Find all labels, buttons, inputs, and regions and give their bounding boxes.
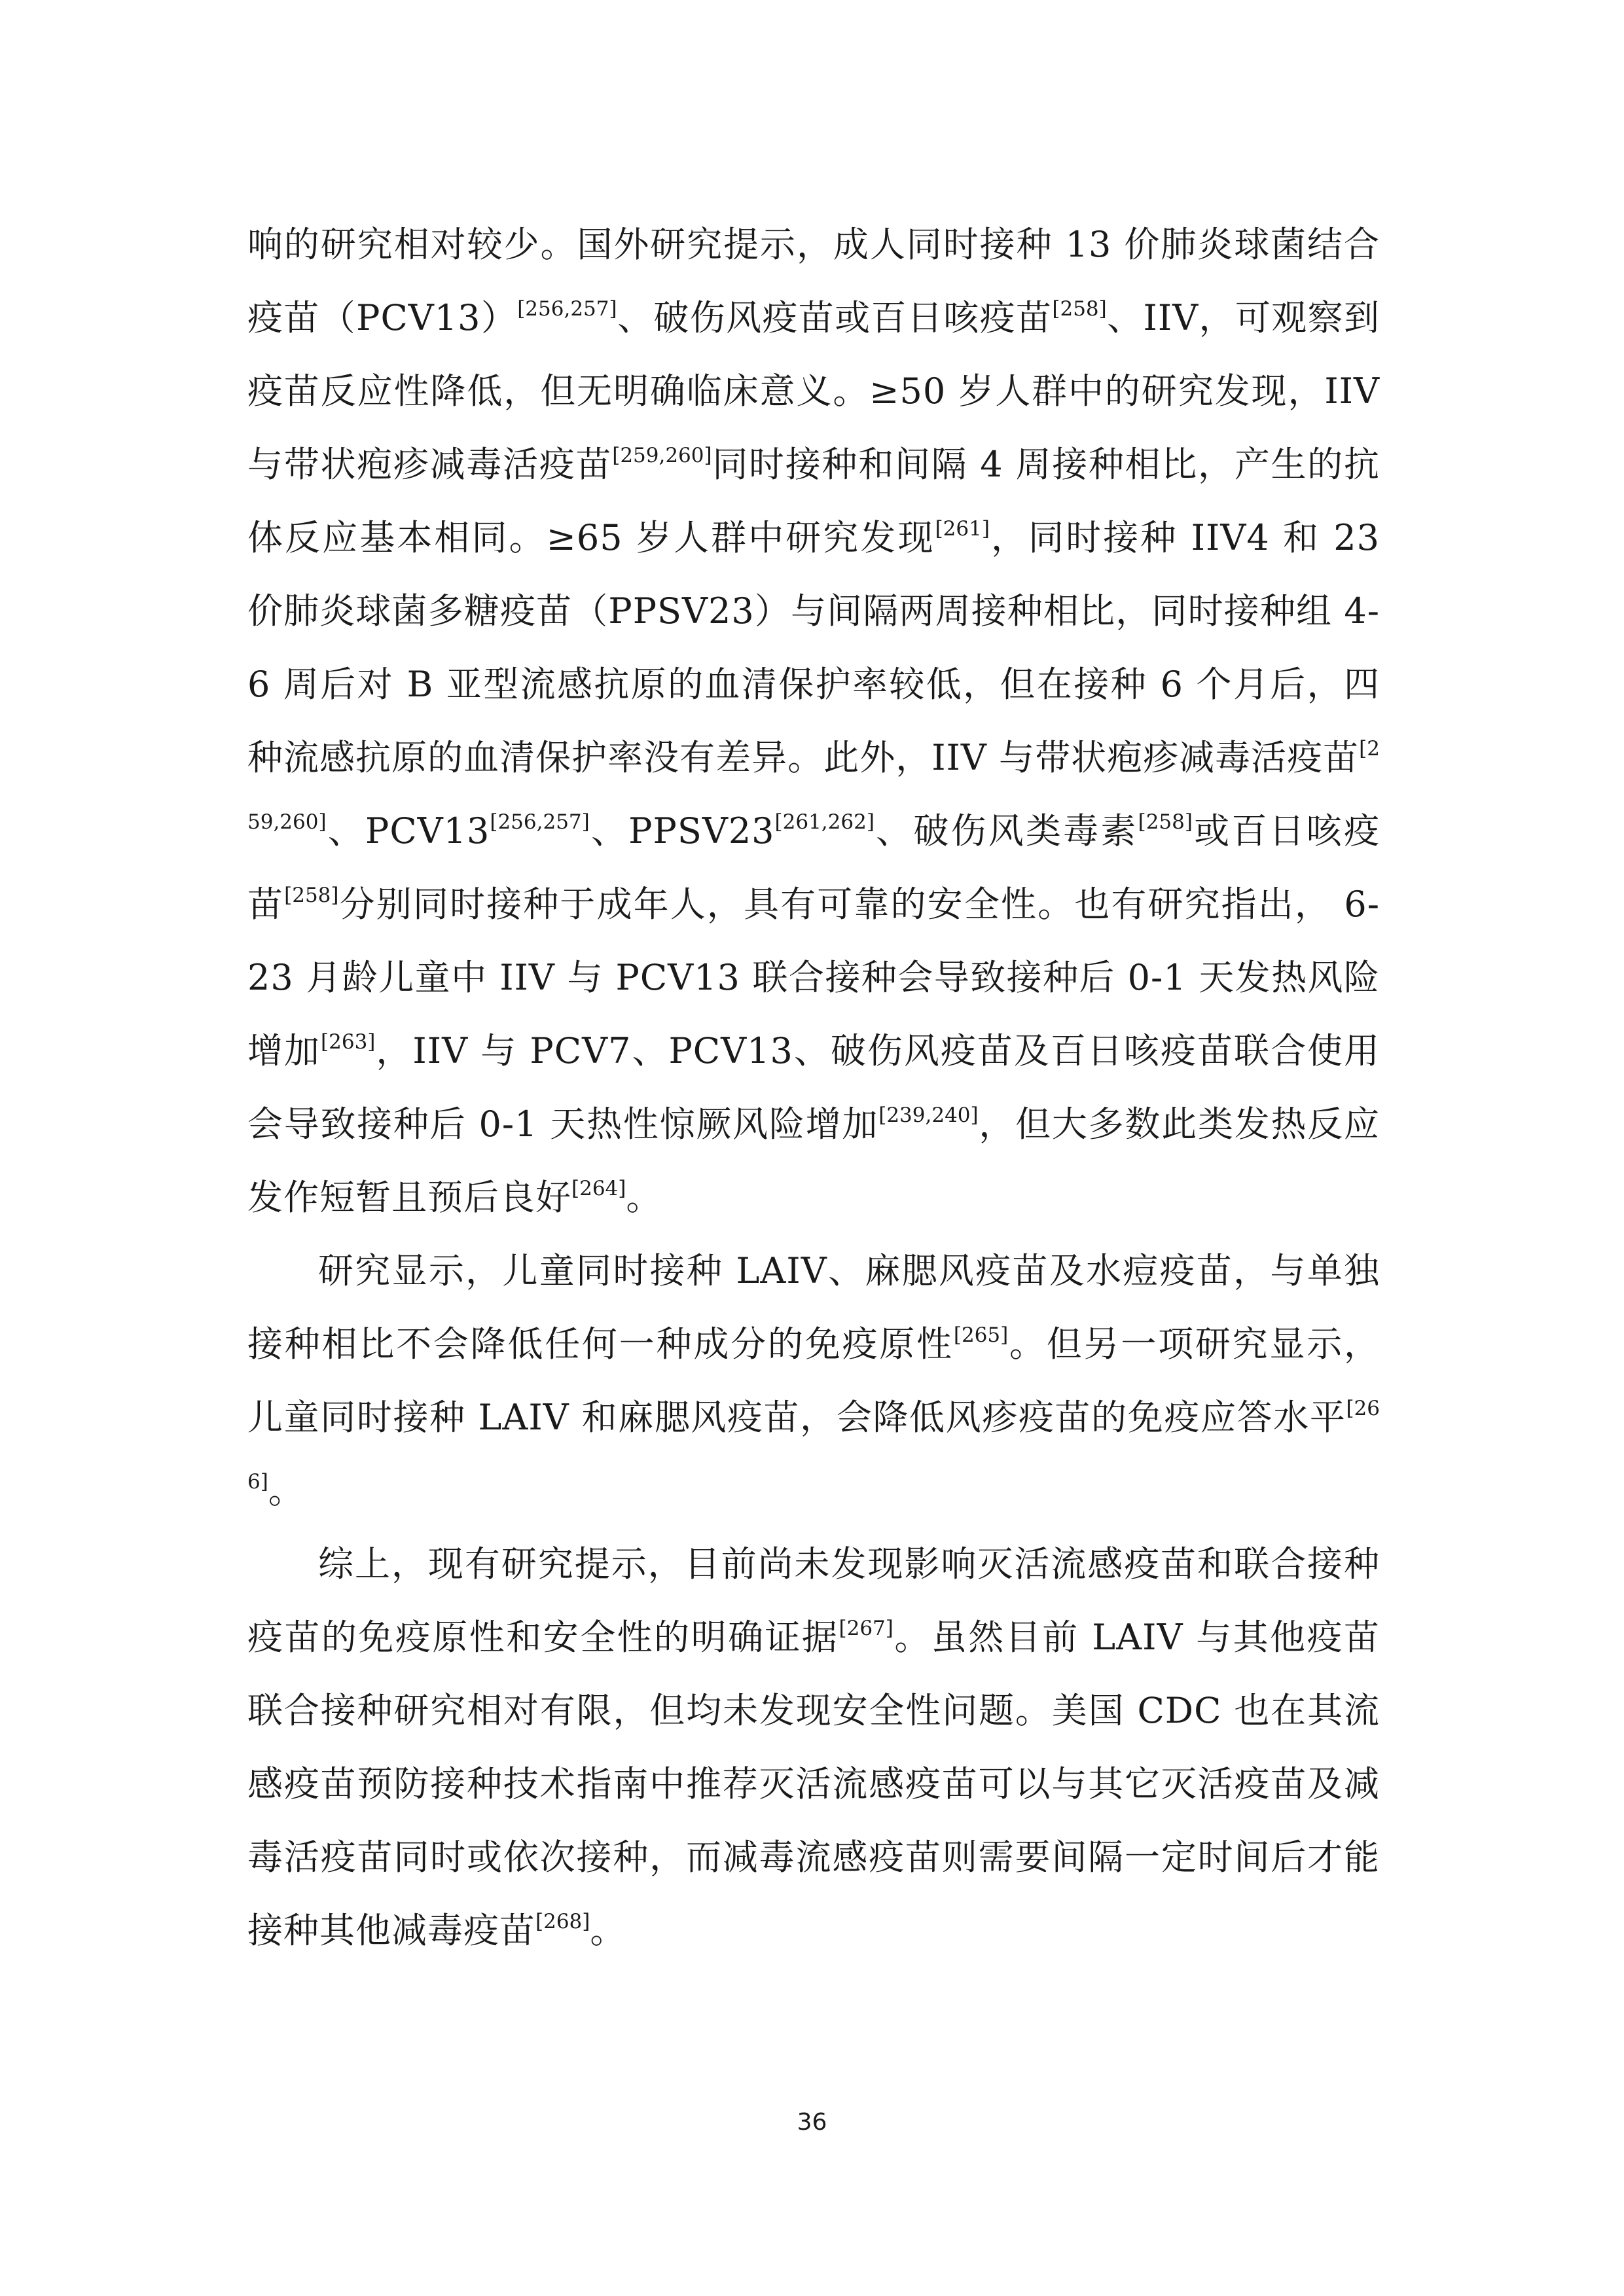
citation-ref: [258] <box>1052 297 1107 321</box>
citation-ref: [256,257] <box>517 297 617 321</box>
text-run: 、PPSV23 <box>589 810 775 852</box>
citation-ref: [256,257] <box>490 810 590 834</box>
citation-ref: [258] <box>284 884 339 907</box>
citation-ref: [264] <box>571 1177 626 1200</box>
paragraph <box>247 1528 1380 1967</box>
text-run: 或百日咳疫苗 <box>247 810 1380 925</box>
text-run: ，同时接种 IIV4 和 23 价肺炎球菌多糖疫苗（PPSV23）与间隔两周接种相比，同时接种组 4-6 周后对 B 亚型流感抗原的血清保护率较低，但在接种 6 个月后，四种流感抗原的血清保护率没有差异。此外，IIV 与带状疱疹减毒活疫苗 <box>247 517 1380 778</box>
citation-ref: [261,262] <box>774 810 875 834</box>
citation-ref: [239,240] <box>878 1103 979 1127</box>
citation-ref: [266] <box>247 1397 1380 1494</box>
text-run: 。 <box>626 1177 662 1218</box>
text-run: 、破伤风类毒素 <box>874 810 1138 852</box>
text-run: ，但大多数此类发热反应发作短暂且预后良好 <box>247 1103 1380 1218</box>
text-run: 、破伤风疫苗或百日咳疫苗 <box>617 297 1053 338</box>
text-run: 同时接种和间隔 4 周接种相比，产生的抗体反应基本相同。≥65 岁人群中研究发现 <box>247 444 1380 558</box>
text-run: 。 <box>590 1910 626 1951</box>
paragraph <box>247 1234 1380 1528</box>
text-run: 、PCV13 <box>326 810 490 852</box>
citation-ref: [263] <box>321 1030 376 1054</box>
text-run: 。 <box>268 1470 304 1511</box>
citation-ref: [265] <box>953 1323 1009 1347</box>
text-run: 研究显示，儿童同时接种 LAIV、麻腮风疫苗及水痘疫苗，与单独接种相比不会降低任何一种成分的免疫原性 <box>247 1250 1380 1365</box>
text-run: 、IIV，可观察到疫苗反应性降低，但无明确临床意义。≥50 岁人群中的研究发现，IIV 与带状疱疹减毒活疫苗 <box>247 297 1380 485</box>
text-run: 。虽然目前 LAIV 与其他疫苗联合接种研究相对有限，但均未发现安全性问题。美国 CDC 也在其流感疫苗预防接种技术指南中推荐灭活流感疫苗可以与其它灭活疫苗及减毒活疫苗同时或依次接种，而减毒流感疫苗则需要间隔一定时间后才能接种其他减毒疫苗 <box>247 1617 1380 1951</box>
citation-ref: [268] <box>535 1910 590 1933</box>
citation-ref: [267] <box>839 1617 893 1640</box>
citation-ref: [259,260] <box>612 444 712 467</box>
body-text <box>247 208 1380 1967</box>
citation-ref: [261] <box>935 517 990 541</box>
text-run: 分别同时接种于成年人，具有可靠的安全性。也有研究指出， 6-23 月龄儿童中 IIV 与 PCV13 联合接种会导致接种后 0-1 天发热风险增加 <box>247 884 1380 1071</box>
text-run: 综上，现有研究提示，目前尚未发现影响灭活流感疫苗和联合接种疫苗的免疫原性和安全性的明确证据 <box>247 1543 1380 1658</box>
text-run: 。但另一项研究显示，儿童同时接种 LAIV 和麻腮风疫苗，会降低风疹疫苗的免疫应答水平 <box>247 1323 1380 1438</box>
citation-ref: [258] <box>1138 810 1193 834</box>
text-run: ，IIV 与 PCV7、PCV13、破伤风疫苗及百日咳疫苗联合使用会导致接种后 0-1 天热性惊厥风险增加 <box>247 1030 1380 1145</box>
citation-ref: [259,260] <box>247 737 1380 834</box>
paragraph <box>247 208 1380 1234</box>
text-run: 响的研究相对较少。国外研究提示，成人同时接种 13 价肺炎球菌结合疫苗（PCV13） <box>247 224 1380 338</box>
page-number: 36 <box>797 2109 827 2136</box>
